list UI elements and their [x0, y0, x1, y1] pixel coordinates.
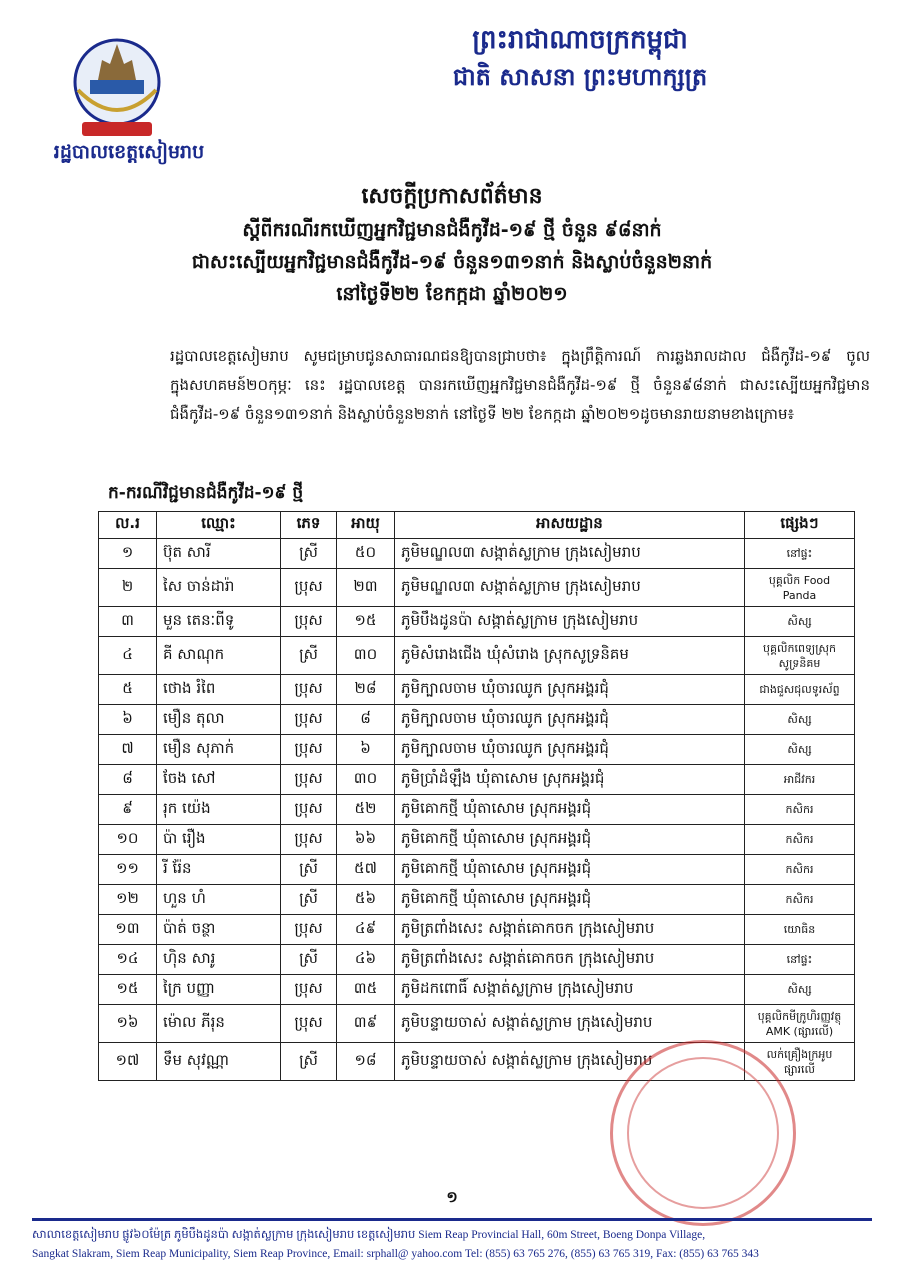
cell-other: បុគ្គលិកមីក្រូហិរញ្ញវត្ថុ AMK (ផ្សារលើ) [745, 1005, 855, 1043]
table-row [99, 1005, 855, 1043]
cell-other: បុគ្គលិកពេទ្យស្រុក សូទ្រនិគម [745, 637, 855, 675]
cell-age: ៦៦ [337, 825, 395, 855]
cell-no: ២ [99, 569, 157, 607]
cell-no: ៨ [99, 765, 157, 795]
cell-name: ប៊ុត សារី [157, 539, 281, 569]
cell-age: ២៨ [337, 675, 395, 705]
cell-no: ១៦ [99, 1005, 157, 1043]
cell-sex: ប្រុស [281, 675, 337, 705]
cell-age: ៣០ [337, 637, 395, 675]
table-row [99, 675, 855, 705]
footer-line-1: សាលាខេត្តសៀមរាប ផ្លូវ៦០ម៉ែត្រ ភូមិបឹងដូនប៉ា សង្កាត់ស្លក្រាម ក្រុងសៀមរាប ខេត្តសៀមរាប Siem Reap Provincial Hall, 60m Street, Boeng Donpa Village, [32, 1229, 706, 1241]
cell-address: ភូមិសំរោងជើង ឃុំសំរោង ស្រុកសូទ្រនិគម [395, 637, 745, 675]
cell-no: ១៣ [99, 915, 157, 945]
intro-paragraph [170, 342, 870, 429]
cell-name: រី រ៉ែន [157, 855, 281, 885]
table-row [99, 607, 855, 637]
cell-address: ភូមិក្បាលចាម ឃុំចារឈូក ស្រុកអង្គរជុំ [395, 735, 745, 765]
cell-other: សិស្ស [745, 705, 855, 735]
cell-address: ភូមិគោកថ្មី ឃុំតាសោម ស្រុកអង្គរជុំ [395, 795, 745, 825]
header-sex: ភេទ [281, 512, 337, 539]
header-name: ឈ្មោះ [157, 512, 281, 539]
cell-sex: ស្រី [281, 855, 337, 885]
cell-no: ១២ [99, 885, 157, 915]
cell-sex: ប្រុស [281, 975, 337, 1005]
footer-line-2: Sangkat Slakram, Siem Reap Municipality, Siem Reap Province, Email: srphall@ yahoo.com Tel: (855) 63 765 276, (855) 63 765 319, Fax: (855) 63 765 343 [32, 1248, 759, 1260]
cell-age: ៣០ [337, 765, 395, 795]
cell-age: ៦ [337, 735, 395, 765]
table-row [99, 825, 855, 855]
cell-name: សៃ ចាន់ដារ៉ា [157, 569, 281, 607]
cell-other: កសិករ [745, 885, 855, 915]
cell-other: លក់គ្រឿងក្រអូប ផ្សារលើ [745, 1043, 855, 1081]
cell-sex: ប្រុស [281, 795, 337, 825]
cell-sex: ស្រី [281, 945, 337, 975]
cell-address: ភូមិត្រពាំងសេះ សង្កាត់គោកចក ក្រុងសៀមរាប [395, 945, 745, 975]
cell-name: រុក យ៉េង [157, 795, 281, 825]
cell-name: មួន តេនៈពីទូ [157, 607, 281, 637]
table-row [99, 765, 855, 795]
cell-age: ១៨ [337, 1043, 395, 1081]
cell-other: បុគ្គលិក Food Panda [745, 569, 855, 607]
intro-text: រដ្ឋបាលខេត្តសៀមរាប សូមជម្រាបជូនសាធារណជនឱ្យបានជ្រាបថា៖ ក្នុងព្រឹត្តិការណ៍ ការឆ្លងរាលដាល ជំងឺកូវីដ-១៩ ចូលក្នុងសហគមន៍២០កុម្ភៈ នេះ រដ្ឋបាលខេត្ត បានរកឃើញអ្នកវិជ្ជមានជំងឺកូវីដ-១៩ ថ្មី ចំនួន៩៨នាក់ ជាសះស្បើយអ្នកវិជ្ជមានជំងឺកូវីដ-១៩ ចំនួន១៣១នាក់ និងស្លាប់ចំនួន២នាក់ នៅថ្ងៃទី ២២ ខែកក្កដា ឆ្នាំ២០២១ដូចមានរាយនាមខាងក្រោម៖ [170, 347, 870, 423]
cell-other: សិស្ស [745, 607, 855, 637]
cell-address: ភូមិមណ្ឌល៣ សង្កាត់ស្លក្រាម ក្រុងសៀមរាប [395, 539, 745, 569]
cell-no: ៤ [99, 637, 157, 675]
cell-name: ប៉ា រឿង [157, 825, 281, 855]
cell-age: ១៥ [337, 607, 395, 637]
header-no: ល.រ [99, 512, 157, 539]
cell-address: ភូមិក្បាលចាម ឃុំចារឈូក ស្រុកអង្គរជុំ [395, 705, 745, 735]
header-block [320, 22, 840, 94]
cell-address: ភូមិគោកថ្មី ឃុំតាសោម ស្រុកអង្គរជុំ [395, 885, 745, 915]
document-title: សេចក្តីប្រកាសព័ត៌មាន [361, 184, 543, 209]
cell-address: ភូមិបន្ទាយចាស់ សង្កាត់ស្លក្រាម ក្រុងសៀមរាប [395, 1005, 745, 1043]
cell-other: កសិករ [745, 825, 855, 855]
cell-name: ក្រៃ បញ្ញា [157, 975, 281, 1005]
cell-sex: ប្រុស [281, 705, 337, 735]
section-title: ក-ករណីវិជ្ជមានជំងឺកូវីដ-១៩ ថ្មី [108, 483, 304, 503]
cell-age: ២៣ [337, 569, 395, 607]
cell-address: ភូមិមណ្ឌល៣ សង្កាត់ស្លក្រាម ក្រុងសៀមរាប [395, 569, 745, 607]
cell-address: ភូមិដកពោធិ៍ សង្កាត់ស្លក្រាម ក្រុងសៀមរាប [395, 975, 745, 1005]
cell-sex: ស្រី [281, 637, 337, 675]
cell-address: ភូមិបឹងដូនប៉ា សង្កាត់ស្លក្រាម ក្រុងសៀមរាប [395, 607, 745, 637]
cell-age: ៥២ [337, 795, 395, 825]
cell-no: ១៧ [99, 1043, 157, 1081]
cell-age: ៥៧ [337, 855, 395, 885]
cell-other: នៅផ្ទះ [745, 539, 855, 569]
title-block [0, 180, 904, 310]
table-row [99, 975, 855, 1005]
cell-name: គី សាណុក [157, 637, 281, 675]
cell-name: ចែង សៅ [157, 765, 281, 795]
cell-sex: ប្រុស [281, 1005, 337, 1043]
cell-no: ៣ [99, 607, 157, 637]
cell-name: ហួន ហំ [157, 885, 281, 915]
table-row [99, 945, 855, 975]
cell-no: ១១ [99, 855, 157, 885]
cell-sex: ប្រុស [281, 825, 337, 855]
cell-sex: ស្រី [281, 539, 337, 569]
cell-address: ភូមិបន្ទាយចាស់ សង្កាត់ស្លក្រាម ក្រុងសៀមរាប [395, 1043, 745, 1081]
subtitle-date: នៅថ្ងៃទី២២ ខែកក្កដា ឆ្នាំ២០២១ [336, 283, 568, 305]
cell-age: ៥៦ [337, 885, 395, 915]
page-number: ១ [446, 1188, 458, 1206]
cell-sex: ប្រុស [281, 735, 337, 765]
cell-other: អាជីវករ [745, 765, 855, 795]
subtitle-line-1: ស្តីពីករណីរកឃើញអ្នកវិជ្ជមានជំងឺកូវីដ-១៩ ថ្មី ចំនួន ៩៨នាក់ [242, 219, 662, 241]
cell-sex: ស្រី [281, 885, 337, 915]
cell-name: ហ៊ិន សារូ [157, 945, 281, 975]
cell-name: ថោង រំពៃ [157, 675, 281, 705]
cell-address: ភូមិក្បាលចាម ឃុំចារឈូក ស្រុកអង្គរជុំ [395, 675, 745, 705]
cell-other: សិស្ស [745, 975, 855, 1005]
cell-age: ៣៩ [337, 1005, 395, 1043]
table-row [99, 795, 855, 825]
cell-sex: ប្រុស [281, 765, 337, 795]
cell-age: ៤៩ [337, 915, 395, 945]
cell-address: ភូមិគោកថ្មី ឃុំតាសោម ស្រុកអង្គរជុំ [395, 855, 745, 885]
header-other: ផ្សេងៗ [745, 512, 855, 539]
cell-name: ទឹម សុវណ្ណា [157, 1043, 281, 1081]
cell-other: កសិករ [745, 855, 855, 885]
national-motto: ជាតិ សាសនា ព្រះមហាក្សត្រ [452, 63, 708, 91]
cell-no: ១៤ [99, 945, 157, 975]
table-row [99, 855, 855, 885]
cases-table [98, 511, 855, 1081]
cell-address: ភូមិត្រពាំងសេះ សង្កាត់គោកចក ក្រុងសៀមរាប [395, 915, 745, 945]
cell-other: យោធិន [745, 915, 855, 945]
cell-age: ៨ [337, 705, 395, 735]
subtitle-line-2: ជាសះស្បើយអ្នកវិជ្ជមានជំងឺកូវីដ-១៩ ចំនួន១៣១នាក់ និងស្លាប់ចំនួន២នាក់ [191, 251, 713, 273]
cell-sex: ស្រី [281, 1043, 337, 1081]
table-row [99, 1043, 855, 1081]
cell-no: ១០ [99, 825, 157, 855]
cell-name: មឿន សុភាក់ [157, 735, 281, 765]
cell-sex: ប្រុស [281, 569, 337, 607]
table-row [99, 735, 855, 765]
cell-other: កសិករ [745, 795, 855, 825]
table-row [99, 705, 855, 735]
cell-name: មឿន តុលា [157, 705, 281, 735]
cell-sex: ប្រុស [281, 915, 337, 945]
cell-no: ១៥ [99, 975, 157, 1005]
cell-name: ប៉ាត់ ចន្ថា [157, 915, 281, 945]
table-header-row [99, 512, 855, 539]
cell-name: ម៉ោល ភីរុន [157, 1005, 281, 1043]
cell-other: ជាងជួសជុលទូរស័ព្ទ [745, 675, 855, 705]
cell-no: ៩ [99, 795, 157, 825]
cell-no: ៧ [99, 735, 157, 765]
table-row [99, 885, 855, 915]
cell-other: នៅផ្ទះ [745, 945, 855, 975]
kingdom-title: ព្រះរាជាណាចក្រកម្ពុជា [472, 25, 688, 55]
cell-no: ៥ [99, 675, 157, 705]
cell-age: ៥០ [337, 539, 395, 569]
cell-address: ភូមិគោកថ្មី ឃុំតាសោម ស្រុកអង្គរជុំ [395, 825, 745, 855]
cell-no: ៦ [99, 705, 157, 735]
table-row [99, 569, 855, 607]
footer-divider [32, 1218, 872, 1221]
cell-age: ៤៦ [337, 945, 395, 975]
footer [32, 1226, 872, 1264]
table-row [99, 637, 855, 675]
header-address: អាសយដ្ឋាន [395, 512, 745, 539]
header-age: អាយុ [337, 512, 395, 539]
cell-age: ៣៥ [337, 975, 395, 1005]
cell-sex: ប្រុស [281, 607, 337, 637]
cell-no: ១ [99, 539, 157, 569]
provincial-logo [62, 30, 172, 145]
organization-name: រដ្ឋបាលខេត្តសៀមរាប [53, 141, 205, 163]
cell-other: សិស្ស [745, 735, 855, 765]
table-row [99, 539, 855, 569]
cell-address: ភូមិប្រាំដំឡឹង ឃុំតាសោម ស្រុកអង្គរជុំ [395, 765, 745, 795]
table-row [99, 915, 855, 945]
